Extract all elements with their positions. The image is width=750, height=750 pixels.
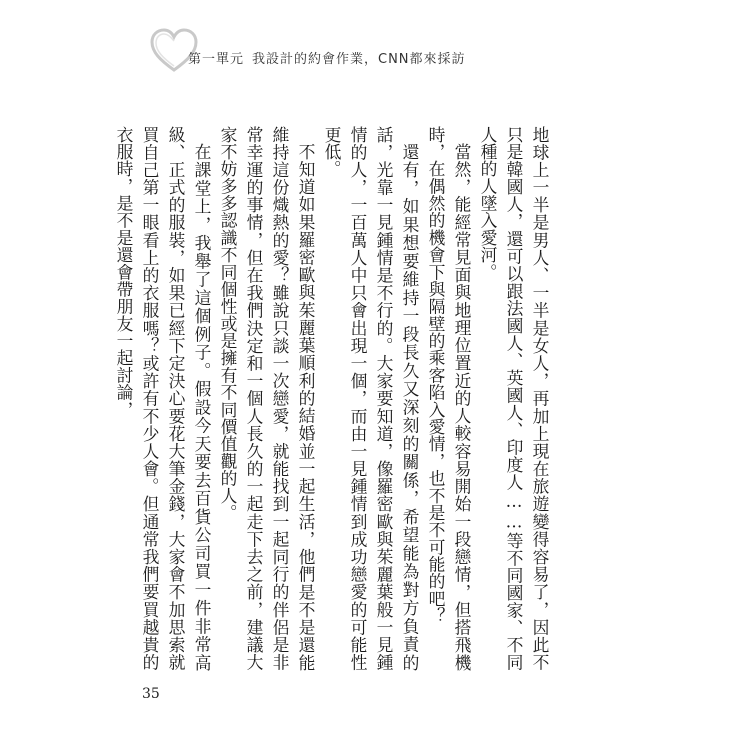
paragraph: 還有，如果想要維持一段長久又深刻的關係，希望能為對方負責的話，光靠一見鍾情是不行的。大家要知道，像羅密歐與茱麗葉般一見鍾情的人，一百萬人中只會出現一個，而由一見鍾情到成功戀愛的可能性更低。: [322, 126, 420, 671]
paragraph: 當然，能經常見面與地理位置近的人較容易開始一段戀情，但搭飛機時，在偶然的機會下與隔壁的乘客陷入愛情，也不是不可能的吧？: [426, 126, 472, 671]
paragraph: 在課堂上，我舉了這個例子。假設今天要去百貨公司買一件非常高級、正式的服裝，如果已經下定決心要花大筆金錢，大家會不加思索就買自己第一眼看上的衣服嗎？或許有不少人會。但通常我們要買越貴的衣服時，是不是還會帶朋友一起討論，: [114, 126, 212, 671]
chapter-label: 第一單元: [188, 52, 245, 67]
running-header: [150, 28, 620, 78]
chapter-title: 我設計的約會作業，CNN都來採訪: [252, 52, 466, 67]
paragraph: 不知道如果羅密歐與茱麗葉順利的結婚並一起生活，他們是不是還能維持這份熾熱的愛？雖說只談一次戀愛，就能找到一起同行的伴侶是非常幸運的事情，但在我們決定和一個人長久的一起走下去之前，建議大家不妨多多認識不同個性或是擁有不同價值觀的人。: [218, 126, 316, 671]
body-text: [111, 126, 553, 671]
paragraph: 地球上一半是男人、一半是女人，再加上現在旅遊變得容易了，因此不只是韓國人，還可以跟法國人、英國人、印度人……等不同國家、不同人種的人墜入愛河。: [478, 126, 550, 671]
page-number: 35: [142, 686, 160, 702]
